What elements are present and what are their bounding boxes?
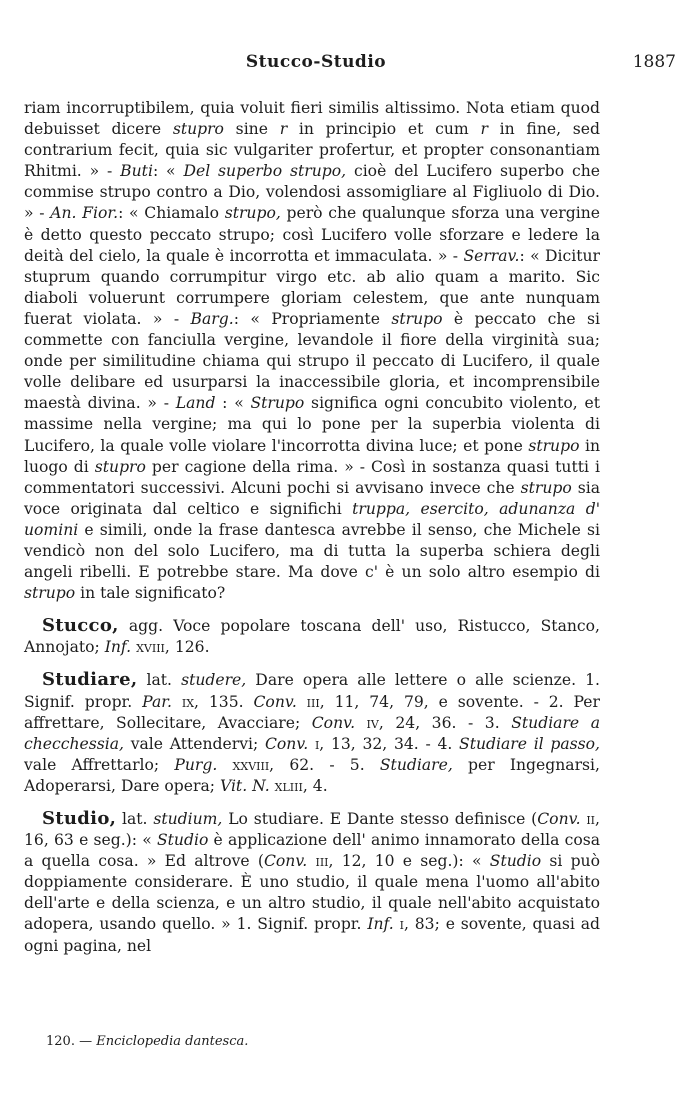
running-title: Stucco-Studio <box>245 52 387 72</box>
running-header <box>24 52 676 84</box>
entry-studiare: Studiare, lat. studere, Dare opera alle lettere o alle scienze. 1. Signif. propr. Par. ix, 135. Conv. iii, 11, 74, 79, e sovente. - 2. Per affrettare, Sollecitare, Avacciare; Conv. iv, 24, 36. - 3. Studiare a checchessia, vale Attendervi; Conv. i, 13, 32, 34. - 4. Studiare il passo, vale Affrettarlo; Purg. xxviii, 62. - 5. Studiare, per Ingegnarsi, Adoperarsi, Dare opera; Vit. N. xliii, 4. <box>24 669 601 795</box>
page-body <box>24 98 600 957</box>
footer-title: Enciclopedia dantesca. <box>96 1034 249 1049</box>
headword-studio: Studio, <box>42 808 117 829</box>
entry-studio: Studio, lat. studium, Lo studiare. E Dante stesso definisce (Conv. ii, 16, 63 e seg.): « Studio è applicazione dell' animo innamorato della cosa a quella cosa. » Ed altrove (Conv. iii, 12, 10 e seg.): « Studio si può doppiamente considerare. È uno studio, il quale mena l'uomo all'abito dell'arte e della scienza, e un altro studio, il quale nell'abito acquistato adopera, usando quello. » 1. Signif. propr. Inf. i, 83; e sovente, quasi ad ogni pagina, nel <box>24 808 601 955</box>
headword-stucco: Stucco, <box>42 615 119 637</box>
footer-signature: 120. — <box>46 1034 97 1049</box>
entry-stucco: Stucco, agg. Voce popolare toscana dell' uso, Ristucco, Stanco, Annojato; Inf. xviii, 126. <box>24 615 600 657</box>
continuation-paragraph: riam incorruptibilem, quia voluit fieri similis altissimo. Nota etiam quod debuisset dicere stupro sine r in principio et cum r in fine, sed contrarium fecit, quia sic vulgariter profertur, et propter consonantiam Rhitmi. » - Buti: « Del superbo strupo, cioè del Lucifero superbo che commise strupo contro a Dio, volendosi assomigliare al Figliuolo di Dio. » - An. Fior.: « Chiamalo strupo, però che qualunque sforza una vergine è detto questo peccato strupo; così Lucifero volle sforzare e ledere la deità del cielo, la quale è incorrotta et immaculata. » - Serrav.: « Dicitur stuprum quando corrumpitur virgo etc. ab alio quam a marito. Sic diaboli voluerunt corrumpere gloriam celestem, que ante nunquam fuerat violata. » - Barg.: « Propriamente strupo è peccato che si commette con fanciulla vergine, levandole il fiore della virginità sua; onde per similitudine chiama qui strupo il peccato di Lucifero, il quale volle delibare ed usurparsi la inaccessibile gloria, et incomprensibile maestà divina. » - Land : « Strupo significa ogni concubito violento, et massime nella vergine; ma qui lo pone per la superbia violenta di Lucifero, la quale volle violare l'incorrotta divina luce; et pone strupo in luogo di stupro per cagione della rima. » - Così in sostanza quasi tutti i commentatori successivi. Alcuni pochi si avvisano invece che strupo sia voce originata dal celtico e significhi truppa, esercito, adunanza d' uomini e simili, onde la frase dantesca avrebbe il senso, che Michele si vendicò non del solo Lucifero, ma di tutta la superba schiera degli angeli ribelli. E potrebbe stare. Ma dove c' è un solo altro esempio di strupo in tale significato? <box>24 99 601 603</box>
page-number: 1887 <box>632 52 676 72</box>
headword-studiare: Studiare, <box>42 669 138 691</box>
page-footer <box>46 1034 248 1049</box>
